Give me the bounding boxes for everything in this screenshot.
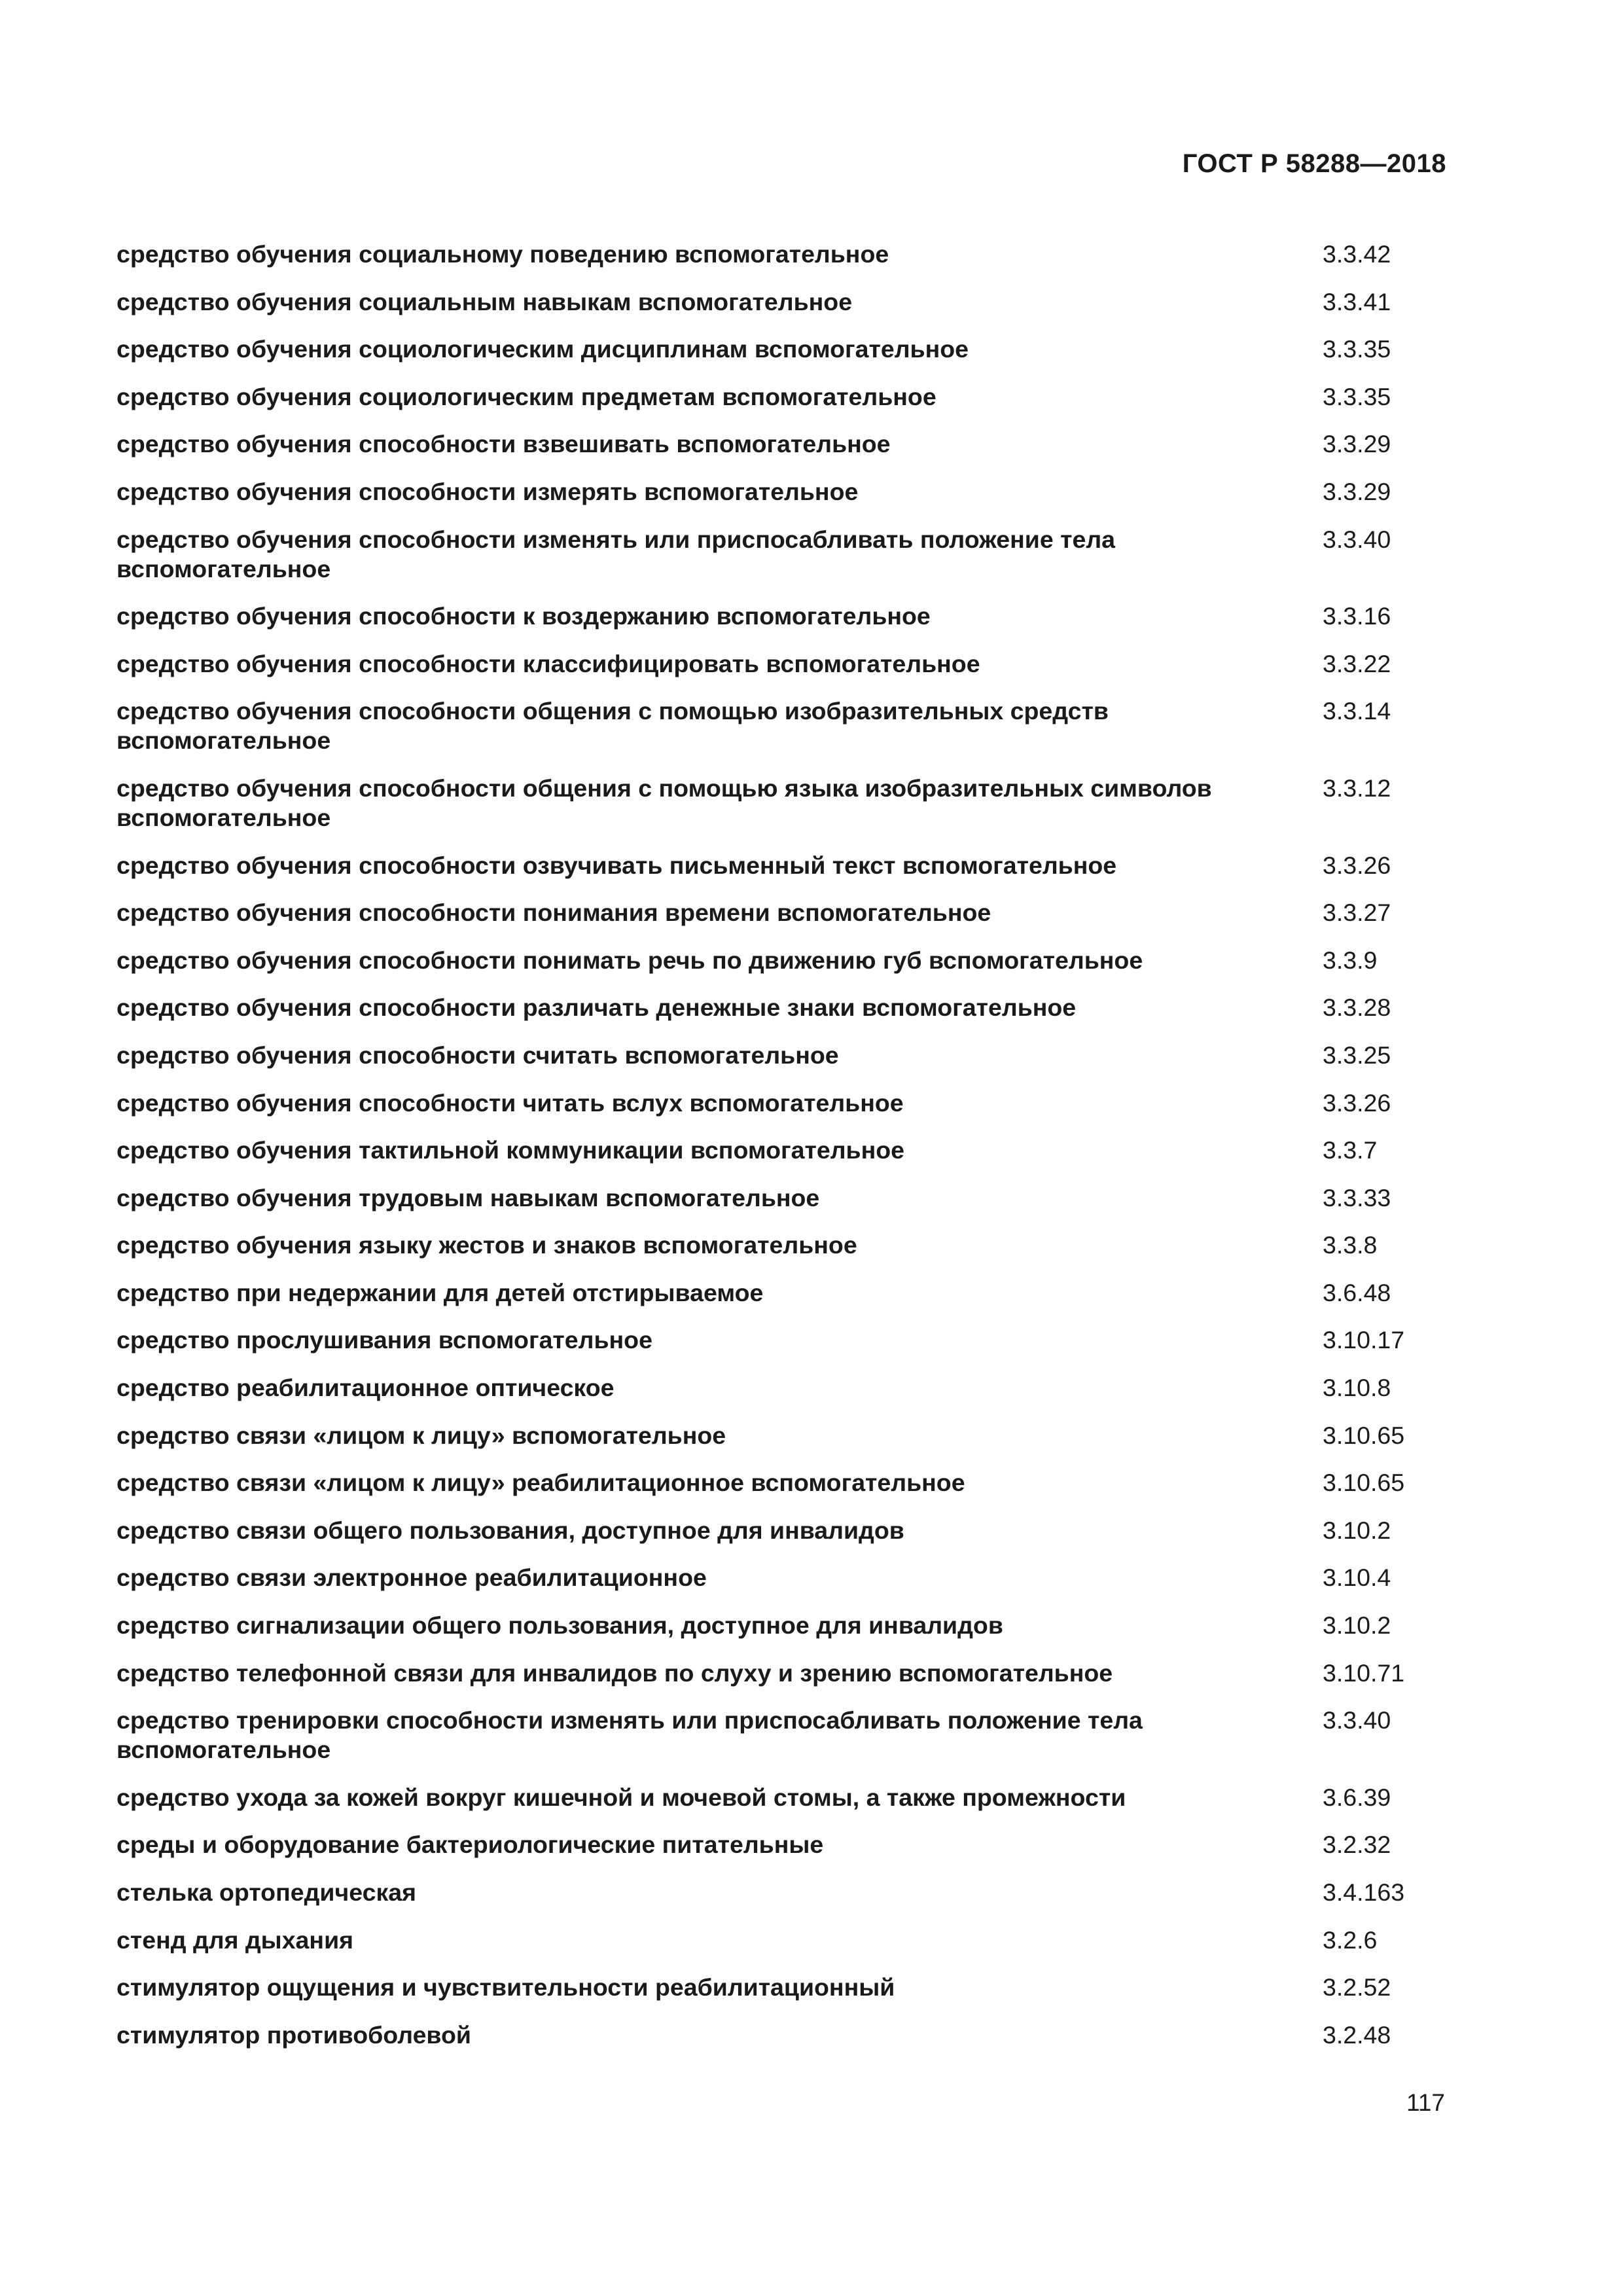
index-reference: 3.3.35: [1323, 335, 1391, 363]
index-reference: 3.3.14: [1323, 697, 1391, 725]
index-reference: 3.3.12: [1323, 774, 1391, 802]
index-term: средство связи «лицом к лицу» реабилитационное вспомогательное: [116, 1469, 965, 1497]
index-entry: [116, 898, 1452, 927]
index-reference: 3.3.40: [1323, 1706, 1391, 1734]
index-term: средство обучения способности озвучивать письменный текст вспомогательное: [116, 851, 1117, 879]
index-reference: 3.3.29: [1323, 430, 1391, 458]
index-reference: 3.2.32: [1323, 1831, 1391, 1859]
index-reference: 3.10.2: [1323, 1611, 1391, 1640]
index-entry: [116, 1373, 1452, 1403]
index-entry: [116, 1563, 1452, 1592]
index-entry: [116, 851, 1452, 880]
index-term: стенд для дыхания: [116, 1926, 353, 1954]
index-term: средство связи электронное реабилитационное: [116, 1564, 707, 1592]
index-entry: [116, 1516, 1452, 1545]
index-reference: 3.3.22: [1323, 649, 1391, 677]
index-entry: [116, 993, 1452, 1022]
index-reference: 3.3.26: [1323, 1088, 1391, 1117]
index-term: средство обучения социальному поведению вспомогательное: [116, 240, 889, 268]
index-entry: [116, 1325, 1452, 1355]
index-term: средство обучения способности понимания времени вспомогательное: [116, 899, 991, 927]
index-term: средство обучения языку жестов и знаков вспомогательное: [116, 1231, 857, 1259]
index-entry: [116, 1041, 1452, 1070]
index-entry: [116, 1973, 1452, 2002]
index-term: средство при недержании для детей отстирываемое: [116, 1278, 764, 1306]
index-entry: [116, 1088, 1452, 1118]
index-entry: [116, 1468, 1452, 1498]
index-reference: 3.4.163: [1323, 1878, 1405, 1906]
index-entry: [116, 334, 1452, 364]
index-reference: 3.3.7: [1323, 1136, 1378, 1164]
index-term: средство обучения способности общения с помощью языка изобразительных символов вспомогательное: [116, 774, 1212, 831]
index-reference: 3.3.8: [1323, 1231, 1378, 1259]
index-reference: 3.2.6: [1323, 1926, 1378, 1954]
index-reference: 3.3.29: [1323, 477, 1391, 505]
index-term: средство обучения социологическим предметам вспомогательное: [116, 382, 936, 410]
index-term: стимулятор ощущения и чувствительности реабилитационный: [116, 1973, 895, 2001]
index-reference: 3.2.52: [1323, 1973, 1391, 2001]
index-reference: 3.10.2: [1323, 1516, 1391, 1544]
index-term: средство обучения трудовым навыкам вспомогательное: [116, 1183, 820, 1211]
index-reference: 3.3.28: [1323, 994, 1391, 1022]
index-entry: [116, 696, 1452, 755]
index-term: средство обучения способности классифицировать вспомогательное: [116, 649, 980, 677]
index-reference: 3.3.25: [1323, 1041, 1391, 1069]
index-term: средство ухода за кожей вокруг кишечной и мочевой стомы, а также промежности: [116, 1783, 1126, 1811]
index-entry: [116, 1659, 1452, 1688]
index-reference: 3.3.42: [1323, 240, 1391, 268]
index-entry: [116, 649, 1452, 679]
index-term: средство сигнализации общего пользования, доступное для инвалидов: [116, 1611, 1003, 1640]
index-term: средство обучения способности взвешивать вспомогательное: [116, 430, 891, 458]
index-term: средство телефонной связи для инвалидов по слуху и зрению вспомогательное: [116, 1659, 1113, 1687]
index-term: средство реабилитационное оптическое: [116, 1374, 615, 1402]
document-code: ГОСТ Р 58288—2018: [1182, 149, 1446, 178]
index-entry: [116, 240, 1452, 269]
index-term: средство связи «лицом к лицу» вспомогательное: [116, 1421, 726, 1449]
index-reference: 3.10.65: [1323, 1421, 1405, 1449]
index-reference: 3.6.39: [1323, 1783, 1391, 1811]
index-term: средство обучения способности читать вслух вспомогательное: [116, 1088, 904, 1117]
index-term: средство прослушивания вспомогательное: [116, 1326, 652, 1354]
index-term: среды и оборудование бактериологические питательные: [116, 1831, 824, 1859]
index-reference: 3.2.48: [1323, 2020, 1391, 2049]
index-reference: 3.10.8: [1323, 1374, 1391, 1402]
index-entry: [116, 1706, 1452, 1765]
index-entry: [116, 429, 1452, 459]
index-entry: [116, 382, 1452, 412]
index-entry: [116, 1611, 1452, 1640]
index-term: средство обучения способности к воздержанию вспомогательное: [116, 602, 931, 630]
index-entry: [116, 1878, 1452, 1907]
index-reference: 3.10.17: [1323, 1326, 1405, 1354]
index-entry: [116, 946, 1452, 975]
index-entry: [116, 287, 1452, 317]
index-reference: 3.10.65: [1323, 1469, 1405, 1497]
term-index-list: [116, 240, 1452, 2068]
index-reference: 3.3.16: [1323, 602, 1391, 630]
index-reference: 3.10.71: [1323, 1659, 1405, 1687]
index-term: стимулятор противоболевой: [116, 2020, 471, 2049]
index-term: средство обучения тактильной коммуникации вспомогательное: [116, 1136, 905, 1164]
index-term: средство обучения социологическим дисциплинам вспомогательное: [116, 335, 969, 363]
index-entry: [116, 1421, 1452, 1450]
index-reference: 3.6.48: [1323, 1278, 1391, 1306]
index-entry: [116, 1278, 1452, 1308]
index-entry: [116, 525, 1452, 584]
index-entry: [116, 477, 1452, 507]
index-entry: [116, 1183, 1452, 1213]
index-entry: [116, 2020, 1452, 2050]
index-entry: [116, 1136, 1452, 1165]
index-reference: 3.3.27: [1323, 899, 1391, 927]
index-entry: [116, 1783, 1452, 1812]
index-term: средство обучения способности изменять или приспосабливать положение тела вспомогательное: [116, 525, 1116, 583]
index-reference: 3.10.4: [1323, 1564, 1391, 1592]
index-term: средство обучения способности измерять вспомогательное: [116, 477, 859, 505]
index-entry: [116, 1830, 1452, 1859]
index-entry: [116, 1926, 1452, 1955]
index-reference: 3.3.41: [1323, 287, 1391, 315]
index-entry: [116, 601, 1452, 631]
index-entry: [116, 1230, 1452, 1260]
index-reference: 3.3.26: [1323, 851, 1391, 879]
index-entry: [116, 774, 1452, 833]
index-reference: 3.3.35: [1323, 382, 1391, 410]
index-term: средство связи общего пользования, доступное для инвалидов: [116, 1516, 904, 1544]
index-reference: 3.3.33: [1323, 1183, 1391, 1211]
index-term: средство обучения способности различать денежные знаки вспомогательное: [116, 994, 1077, 1022]
index-term: средство тренировки способности изменять или приспосабливать положение тела вспомогательное: [116, 1706, 1143, 1764]
index-term: средство обучения социальным навыкам вспомогательное: [116, 287, 853, 315]
index-term: средство обучения способности общения с помощью изобразительных средств вспомогательное: [116, 697, 1109, 755]
index-term: стелька ортопедическая: [116, 1878, 416, 1906]
index-term: средство обучения способности понимать речь по движению губ вспомогательное: [116, 946, 1143, 974]
index-reference: 3.3.9: [1323, 946, 1378, 974]
index-term: средство обучения способности считать вспомогательное: [116, 1041, 839, 1069]
index-reference: 3.3.40: [1323, 525, 1391, 553]
page-number: 117: [1406, 2089, 1445, 2116]
